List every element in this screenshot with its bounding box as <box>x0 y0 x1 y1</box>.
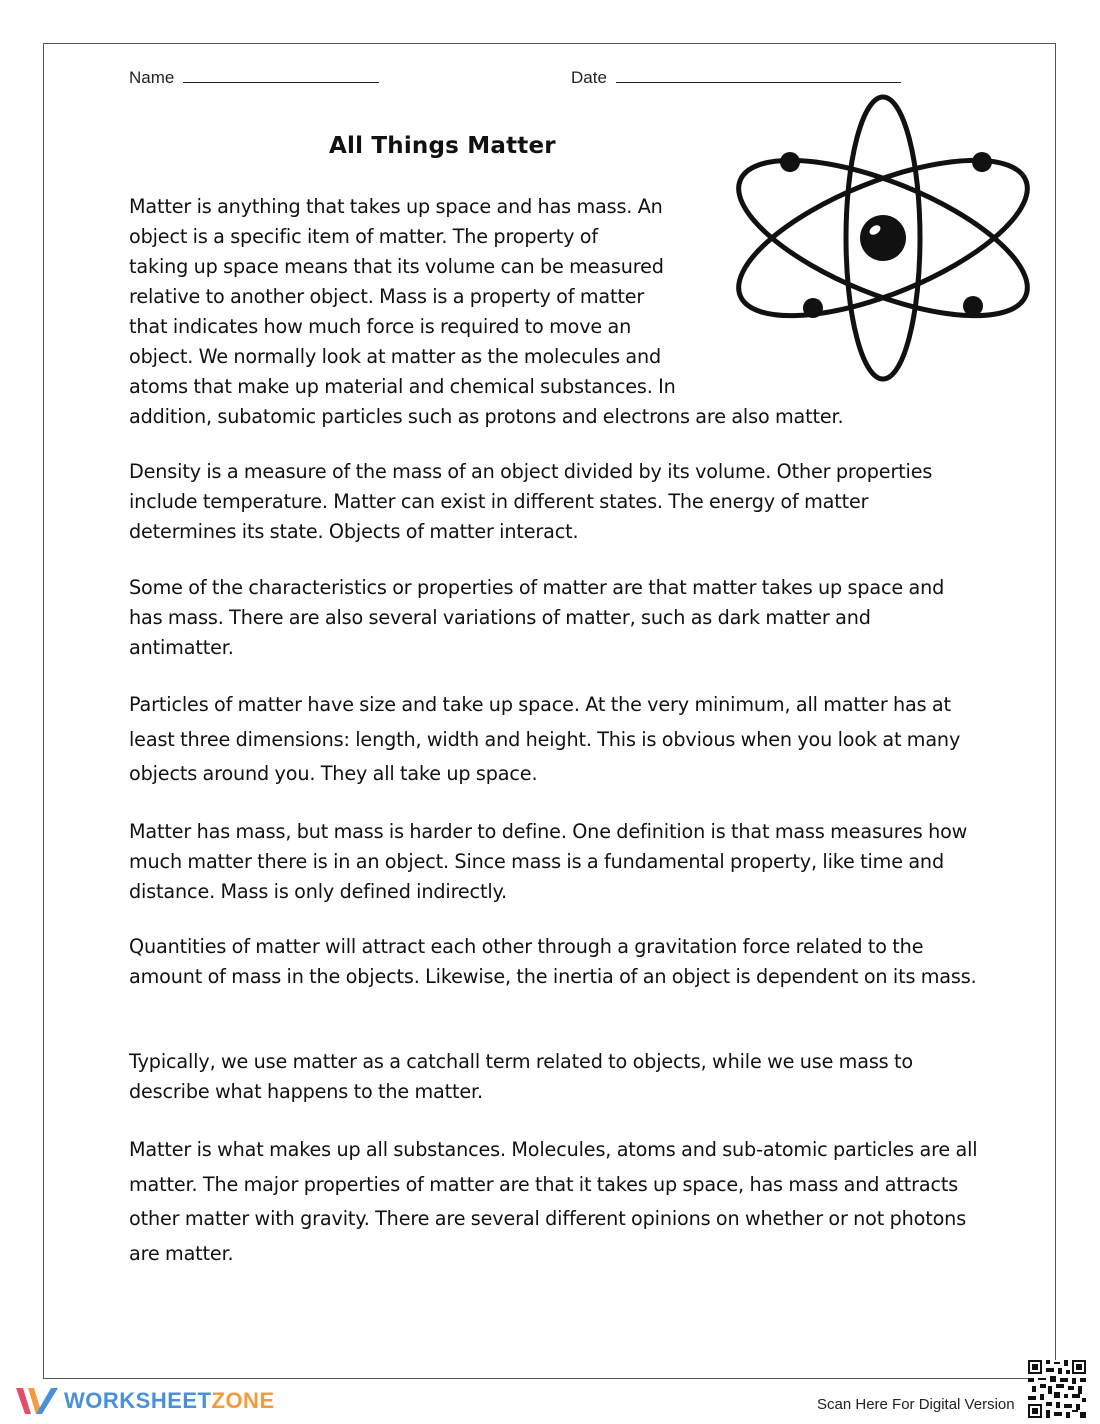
p1-line: addition, subatomic particles such as protons and electrons are also matter. <box>129 405 844 428</box>
p1-line: object is a specific item of matter. The property of <box>129 225 598 248</box>
paragraph-7: Typically, we use matter as a catchall term related to objects, while we use mass to describe what happens to the matter. <box>129 1050 913 1103</box>
paragraph-2: Density is a measure of the mass of an object divided by its volume. Other properties include temperature. Matter can exist in different states. The energy of matter determines its state. Objects of matter interact. <box>129 460 933 543</box>
paragraph-1 <box>129 192 979 432</box>
paragraph-6: Quantities of matter will attract each other through a gravitation force related to the amount of mass in the objects. Likewise, the inertia of an object is dependent on its mass. <box>129 935 977 988</box>
name-field[interactable] <box>129 66 379 88</box>
p1-line: relative to another object. Mass is a property of matter <box>129 285 645 308</box>
paragraph-4: Particles of matter have size and take up space. At the very minimum, all matter has at least three dimensions: length, width and height. This is obvious when you look at many objects around you. They all take up space. <box>129 693 961 785</box>
date-label: Date <box>571 68 607 87</box>
p1-line: that indicates how much force is required to move an <box>129 315 632 338</box>
page-title: All Things Matter <box>329 133 556 159</box>
p1-line: object. We normally look at matter as the molecules and <box>129 345 662 368</box>
paragraph-5: Matter has mass, but mass is harder to define. One definition is that mass measures how much matter there is in an object. Since mass is a fundamental property, like time and distance. Mass is only defined indirectly. <box>129 820 968 903</box>
name-label: Name <box>129 68 175 87</box>
date-blank-line[interactable] <box>616 66 901 83</box>
brand-name-part1: WORKSHEET <box>64 1388 212 1413</box>
paragraph-1-wrapped <box>129 192 704 402</box>
brand-name <box>64 1388 275 1414</box>
name-blank-line[interactable] <box>183 66 379 83</box>
p1-line: atoms that make up material and chemical substances. In <box>129 375 676 398</box>
paragraph-3: Some of the characteristics or properties of matter are that matter takes up space and has mass. There are also several variations of matter, such as dark matter and antimatter. <box>129 576 945 659</box>
p1-line: Matter is anything that takes up space and has mass. An <box>129 195 663 218</box>
qr-code-icon[interactable] <box>1028 1360 1086 1418</box>
worksheetzone-logo-icon <box>14 1384 60 1418</box>
scan-caption: Scan Here For Digital Version <box>817 1396 1015 1413</box>
p1-line: taking up space means that its volume can be measured <box>129 255 664 278</box>
brand-name-part2: ZONE <box>211 1388 275 1413</box>
brand-logo[interactable] <box>14 1384 275 1418</box>
date-field[interactable] <box>571 66 901 88</box>
paragraph-8: Matter is what makes up all substances. Molecules, atoms and sub-atomic particles are all matter. The major properties of matter are that it takes up space, has mass and attracts other matter with gravity. There are several different opinions on whether or not photons are matter. <box>129 1138 978 1265</box>
